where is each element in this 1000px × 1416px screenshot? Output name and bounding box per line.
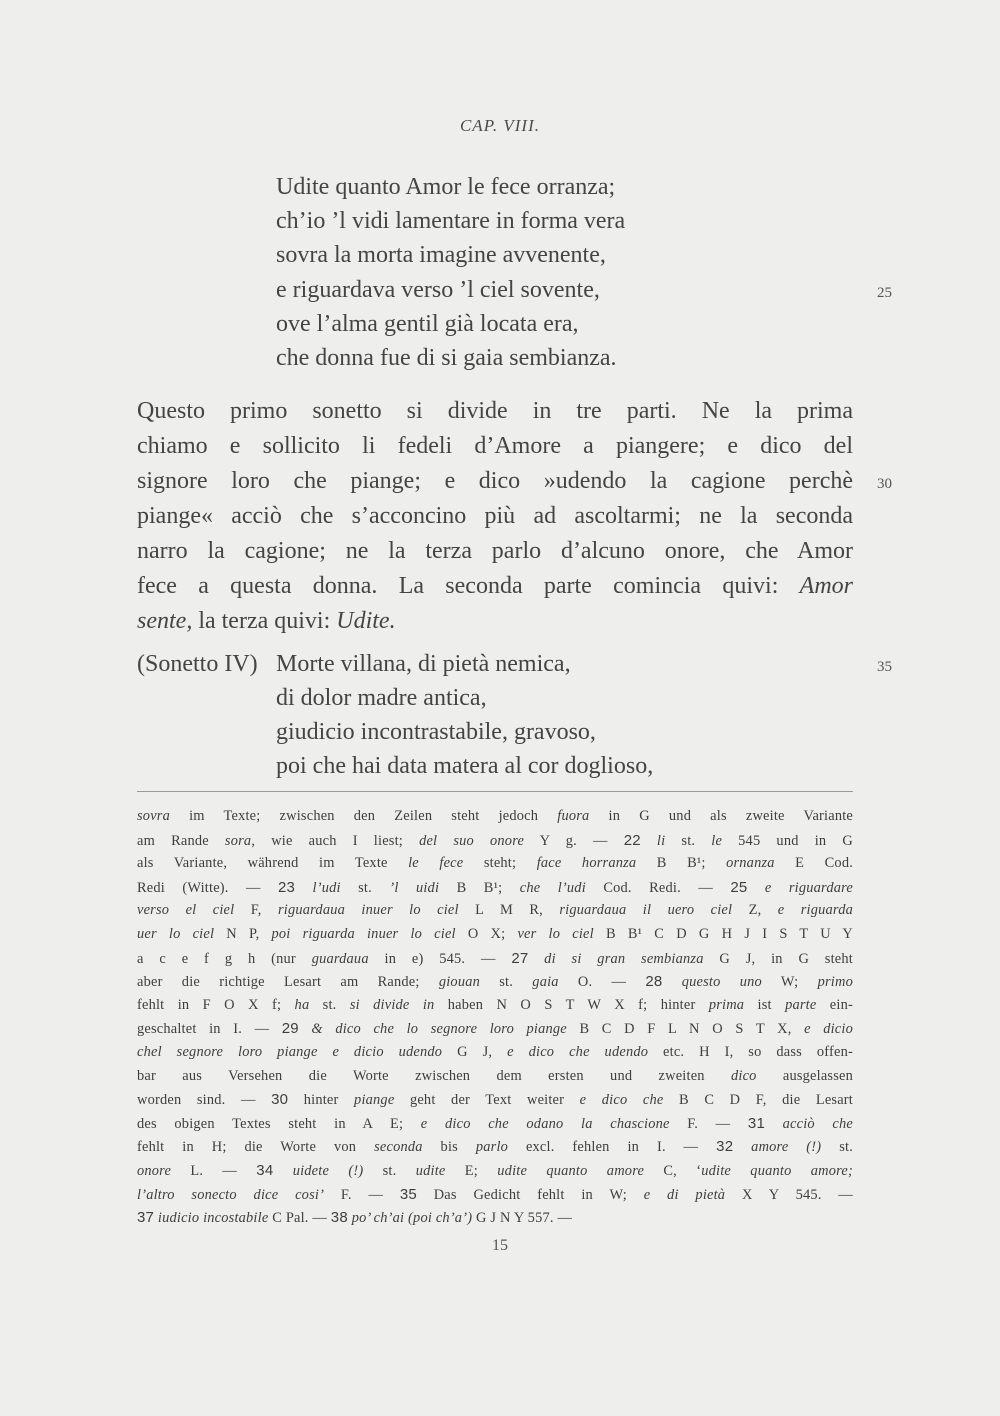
verse-line: Morte villana, di pietà nemica, [276, 651, 571, 677]
verse-line: sovra la morta imagine avvenente, [276, 242, 606, 268]
footnote-line: geschaltet in I. — 29 & dico che lo segnore loro piange B C D F L N O S T X, e dicio [137, 1020, 853, 1037]
footnote-line: l’altro sonecto dice cosi’ F. — 35 Das Gedicht fehlt in W; e di pietà X Y 545. — [137, 1186, 853, 1203]
footnote-line: verso el ciel F, riguardaua inuer lo ciel L M R, riguardaua il uero ciel Z, e riguarda [137, 902, 853, 918]
footnote-line: des obigen Textes steht in A E; e dico che odano la chascione F. — 31 acciò che [137, 1115, 853, 1132]
prose-italic: sente, [137, 608, 193, 634]
prose-line: piange« acciò che s’acconcino più ad ascoltarmi; ne la seconda [137, 503, 853, 529]
prose-line: narro la cagione; ne la terza parlo d’alcuno onore, che Amor [137, 538, 853, 564]
verse-line: ch’io ’l vidi lamentare in forma vera [276, 208, 626, 234]
prose-line [137, 608, 853, 635]
running-head: CAP. VIII. [459, 116, 541, 135]
prose-line [137, 573, 853, 600]
verse-line: giudicio incontrastabile, gravoso, [276, 719, 596, 745]
footnote-line: uer lo ciel N P, poi riguarda inuer lo ciel O X; ver lo ciel B B¹ C D G H J I S T U Y [137, 926, 853, 942]
footnote-line: am Rande sora, wie auch I liest; del suo onore Y g. — 22 li st. le 545 und in G [137, 832, 853, 849]
verse-line: poi che hai data matera al cor doglioso, [276, 753, 654, 779]
verse-line: Udite quanto Amor le fece orranza; [276, 174, 616, 200]
prose-text: fece a questa donna. La seconda parte comincia quivi: [137, 573, 779, 599]
prose-text: la terza quivi: [192, 608, 337, 634]
footnote-line: aber die richtige Lesart am Rande; giouan st. gaia O. — 28 questo uno W; primo [137, 973, 853, 990]
footnote-line: als Variante, während im Texte le fece steht; face horranza B B¹; ornanza E Cod. [137, 855, 854, 871]
verse-line: di dolor madre antica, [276, 685, 487, 711]
footnote-line: worden sind. — 30 hinter piange geht der Text weiter e dico che B C D F, die Lesart [137, 1091, 853, 1108]
prose-italic: Udite. [336, 608, 396, 634]
page-number: 15 [492, 1237, 508, 1254]
prose-line: chiamo e sollicito li fedeli d’Amore a piangere; e dico del [137, 433, 853, 459]
sonetto-label: (Sonetto IV) [137, 651, 258, 677]
line-number: 25 [877, 285, 892, 301]
footnote-line: fehlt in F O X f; ha st. si divide in haben N O S T W X f; hinter prima ist parte ein- [137, 997, 853, 1013]
footnote-rule [137, 791, 853, 792]
footnote-line: onore L. — 34 uidete (!) st. udite E; udite quanto amore C, ‘udite quanto amore; [137, 1162, 853, 1179]
footnote-line: Redi (Witte). — 23 l’udi st. ’l uidi B B¹; che l’udi Cod. Redi. — 25 e riguardare [137, 879, 853, 896]
footnote-line: bar aus Versehen die Worte zwischen dem ersten und zweiten dico ausgelassen [137, 1068, 853, 1084]
verse-line: ove l’alma gentil già locata era, [276, 311, 579, 337]
footnote-line: fehlt in H; die Worte von seconda bis parlo excl. fehlen in I. — 32 amore (!) st. [137, 1138, 853, 1155]
footnote-line: sovra im Texte; zwischen den Zeilen steht jedoch fuora in G und als zweite Variante [137, 808, 853, 824]
footnote-line: a c e f g h (nur guardaua in e) 545. — 27 di si gran sembianza G J, in G steht [137, 950, 853, 967]
verse-line: che donna fue di si gaia sembianza. [276, 345, 617, 371]
prose-line: Questo primo sonetto si divide in tre parti. Ne la prima [137, 398, 853, 424]
footnote-line: 37 iudicio incostabile C Pal. — 38 po’ ch’ai (poi ch’a’) G J N Y 557. — [137, 1209, 573, 1226]
line-number: 30 [877, 476, 892, 492]
prose-line: signore loro che piange; e dico »udendo la cagione perchè [137, 468, 853, 494]
footnote-line: chel segnore loro piange e dicio udendo G J, e dico che udendo etc. H I, so dass offen- [137, 1044, 853, 1060]
verse-line: e riguardava verso ’l ciel sovente, [276, 277, 600, 303]
prose-italic: Amor [799, 573, 854, 599]
line-number: 35 [877, 659, 892, 675]
